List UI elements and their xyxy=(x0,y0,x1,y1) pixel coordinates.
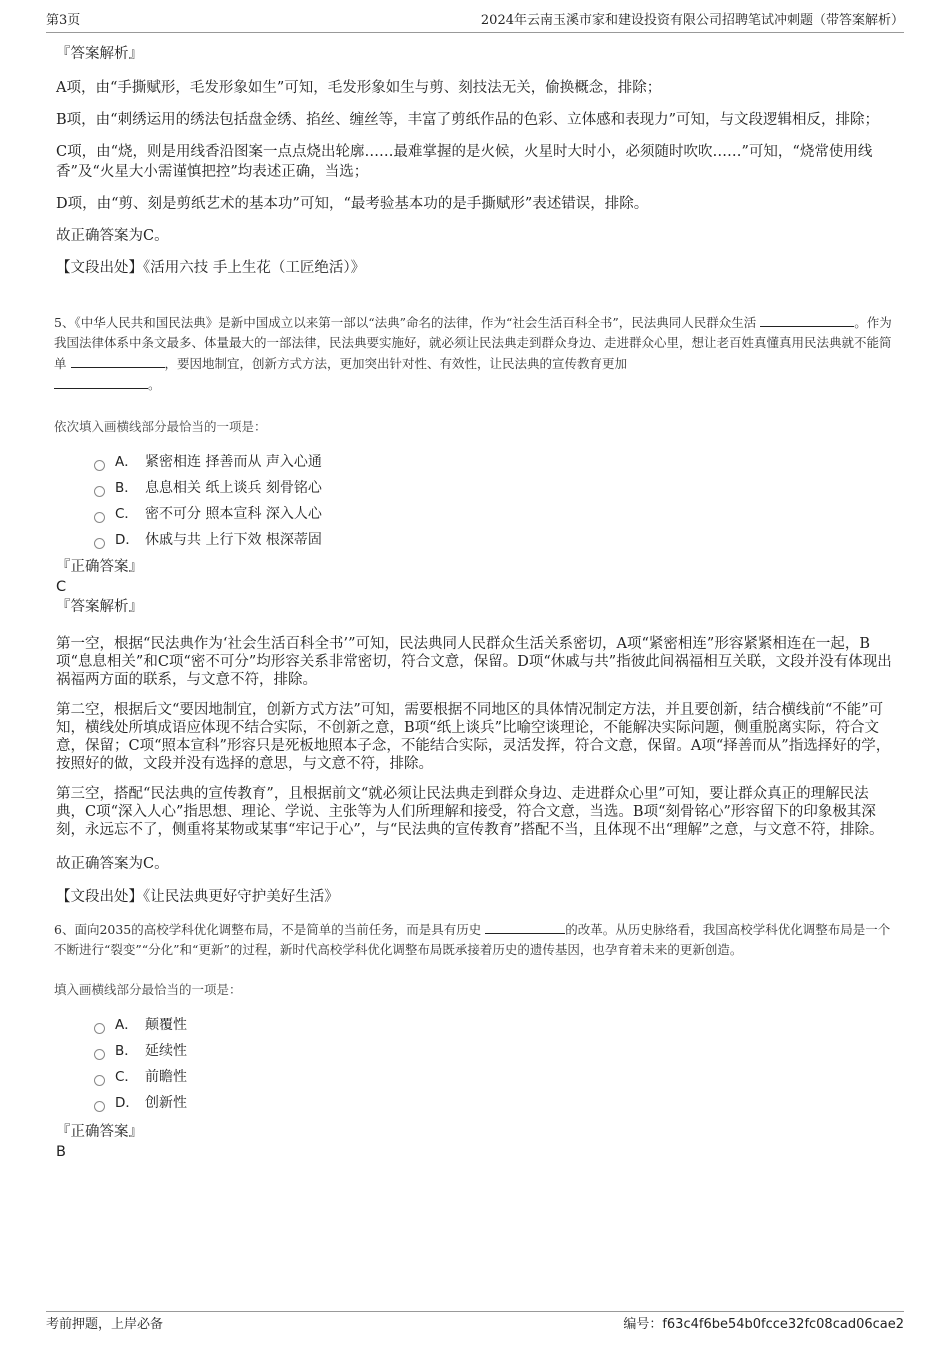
q5-analysis-2: 第二空，根据后文“要因地制宜，创新方式方法”可知，需要根据不同地区的具体情况制定方法，并且要创新，结合横线前“不能”可知，横线处所填成语应体现不结合实际，不创新之意，B项“纸上谈兵”比喻空谈理论，不能解决实际问题，侧重脱离实际，符合文意，保留；C项“照本宣科”形容只是死板地照本子念，不能结合实际，灵活发挥，符合文意，保留。A项“择善而从”指选择好的学，按照好的做，文段并没有选择的意思，与文意不符，排除。 xyxy=(56,702,891,772)
option-text: 休戚与共 上行下效 根深蒂固 xyxy=(145,532,322,548)
q5-option-d[interactable] xyxy=(94,527,894,553)
q5-conclusion: 故正确答案为C。 xyxy=(56,856,169,872)
q6-blank-1 xyxy=(485,919,565,934)
option-letter: B． xyxy=(115,480,138,496)
q5-option-b[interactable] xyxy=(94,475,894,501)
radio-icon[interactable] xyxy=(94,1075,105,1086)
q6-instruction: 填入画横线部分最恰当的一项是： xyxy=(54,982,242,997)
option-text: 前瞻性 xyxy=(145,1069,187,1085)
radio-icon[interactable] xyxy=(94,460,105,471)
q6-answer: B xyxy=(56,1144,66,1160)
q5-text-b: 。作为我国法律体系中条文最多、体量最大的一部法律，民法典要实施好，就必须让民法典走到群众身边、走进群众心里，想让老百姓真懂真用民法典就不能简单 xyxy=(54,315,892,371)
option-letter: A． xyxy=(115,1017,138,1033)
q5-option-c[interactable] xyxy=(94,501,894,527)
option-letter: A． xyxy=(115,454,138,470)
radio-icon[interactable] xyxy=(94,486,105,497)
page-footer xyxy=(46,1311,904,1332)
document-id: 编号：f63c4f6be54b0fcce32fc08cad06cae2 xyxy=(623,1317,904,1332)
option-letter: D． xyxy=(115,532,139,548)
q5-instruction: 依次填入画横线部分最恰当的一项是： xyxy=(54,419,267,434)
option-letter: C． xyxy=(115,506,138,522)
q5-analysis-1: 第一空，根据“民法典作为‘社会生活百科全书’”可知，民法典同人民群众生活关系密切，A项“紧密相连”形容紧紧相连在一起，B项“息息相关”和C项“密不可分”均形容关系非常密切，符合文意，保留。D项“休戚与共”指彼此间祸福相互关联，文段并没有体现出祸福两方面的联系，与文意不符，排除。 xyxy=(56,636,892,688)
question-6 xyxy=(56,919,894,1162)
page-content xyxy=(56,44,894,1162)
q4-analysis-a: A项，由“手撕赋形，毛发形象如生”可知，毛发形象如生与剪、刻技法无关，偷换概念，排除； xyxy=(56,80,662,96)
radio-icon[interactable] xyxy=(94,1049,105,1060)
radio-icon[interactable] xyxy=(94,538,105,549)
radio-icon[interactable] xyxy=(94,1101,105,1112)
q5-answer-label: 『正确答案』 xyxy=(56,559,143,575)
option-text: 创新性 xyxy=(145,1095,187,1111)
option-text: 紧密相连 择善而从 声入心通 xyxy=(145,454,322,470)
q5-blank-1 xyxy=(760,312,854,327)
q4-source: 【文段出处】《活用六技 手上生花（工匠绝活）》 xyxy=(56,260,366,276)
q6-option-d[interactable] xyxy=(94,1090,894,1116)
q6-text-b: 的改革。从历史脉络看，我国高校学科优化调整布局是一个不断进行“裂变”“分化”和“更新”的过程，新时代高校学科优化调整布局既承接着历史的遗传基因，也孕育着未来的更新创造。 xyxy=(54,922,891,957)
q6-text xyxy=(54,919,894,960)
q6-option-a[interactable] xyxy=(94,1012,894,1038)
q6-answer-label: 『正确答案』 xyxy=(56,1124,143,1140)
q5-analysis xyxy=(56,635,894,873)
option-text: 息息相关 纸上谈兵 刻骨铭心 xyxy=(145,480,322,496)
q5-blank-2 xyxy=(71,353,165,368)
option-text: 颠覆性 xyxy=(145,1017,187,1033)
option-letter: D． xyxy=(115,1095,139,1111)
q6-option-b[interactable] xyxy=(94,1038,894,1064)
q4-analysis-label: 『答案解析』 xyxy=(56,46,143,62)
q5-text xyxy=(54,312,894,395)
q5-text-d: 。 xyxy=(148,377,161,392)
q4-analysis-b: B项，由“刺绣运用的绣法包括盘金绣、掐丝、缠丝等，丰富了剪纸作品的色彩、立体感和表现力”可知，与文段逻辑相反，排除； xyxy=(56,112,879,128)
page-header xyxy=(46,10,904,33)
q4-conclusion: 故正确答案为C。 xyxy=(56,228,169,244)
q5-blank-3 xyxy=(54,374,148,389)
option-letter: C． xyxy=(115,1069,138,1085)
q4-analysis-c: C项，由“烧，则是用线香沿图案一点点烧出轮廓……最难掌握的是火候，火星时大时小，必须随时吹吹……”可知，“烧常使用线香”及“火星大小需谨慎把控”均表述正确，当选； xyxy=(56,144,873,180)
q5-analysis-3: 第三空，搭配“民法典的宣传教育”，且根据前文“就必须让民法典走到群众身边、走进群众心里”可知，要让群众真正的理解民法典，C项“深入人心”指思想、理论、学说、主张等为人们所理解和接受，符合文意，当选。B项“刻骨铭心”形容留下的印象极其深刻，永远忘不了，侧重将某物或某事“牢记于心”，与“民法典的宣传教育”搭配不当，且体现不出“理解”之意，与文意不符，排除。 xyxy=(56,786,884,838)
q5-analysis-label: 『答案解析』 xyxy=(56,599,143,615)
option-text: 延续性 xyxy=(145,1043,187,1059)
q5-text-c: ，要因地制宜，创新方式方法，更加突出针对性、有效性，让民法典的宣传教育更加 xyxy=(164,356,628,371)
document-title: 2024年云南玉溪市家和建设投资有限公司招聘笔试冲刺题（带答案解析） xyxy=(480,13,904,28)
page-number: 第3页 xyxy=(46,13,81,28)
radio-icon[interactable] xyxy=(94,1023,105,1034)
q4-analysis-d: D项，由“剪、刻是剪纸艺术的基本功”可知，“最考验基本功的是手撕赋形”表述错误，排除。 xyxy=(56,196,649,212)
q5-source: 【文段出处】《让民法典更好守护美好生活》 xyxy=(56,889,339,905)
q5-text-a: 5、《中华人民共和国民法典》是新中国成立以来第一部以“法典”命名的法律，作为“社会生活百科全书”，民法典同人民群众生活 xyxy=(54,315,757,330)
q5-options xyxy=(94,449,894,553)
radio-icon[interactable] xyxy=(94,512,105,523)
q5-option-a[interactable] xyxy=(94,449,894,475)
option-text: 密不可分 照本宣科 深入人心 xyxy=(145,506,322,522)
footer-slogan: 考前押题，上岸必备 xyxy=(46,1317,164,1332)
q6-text-a: 6、面向2035的高校学科优化调整布局，不是简单的当前任务，而是具有历史 xyxy=(54,922,482,937)
option-letter: B． xyxy=(115,1043,138,1059)
q4-analysis xyxy=(56,44,894,278)
q6-option-c[interactable] xyxy=(94,1064,894,1090)
question-5 xyxy=(56,312,894,907)
q5-answer: C xyxy=(56,579,67,595)
q6-options xyxy=(94,1012,894,1116)
